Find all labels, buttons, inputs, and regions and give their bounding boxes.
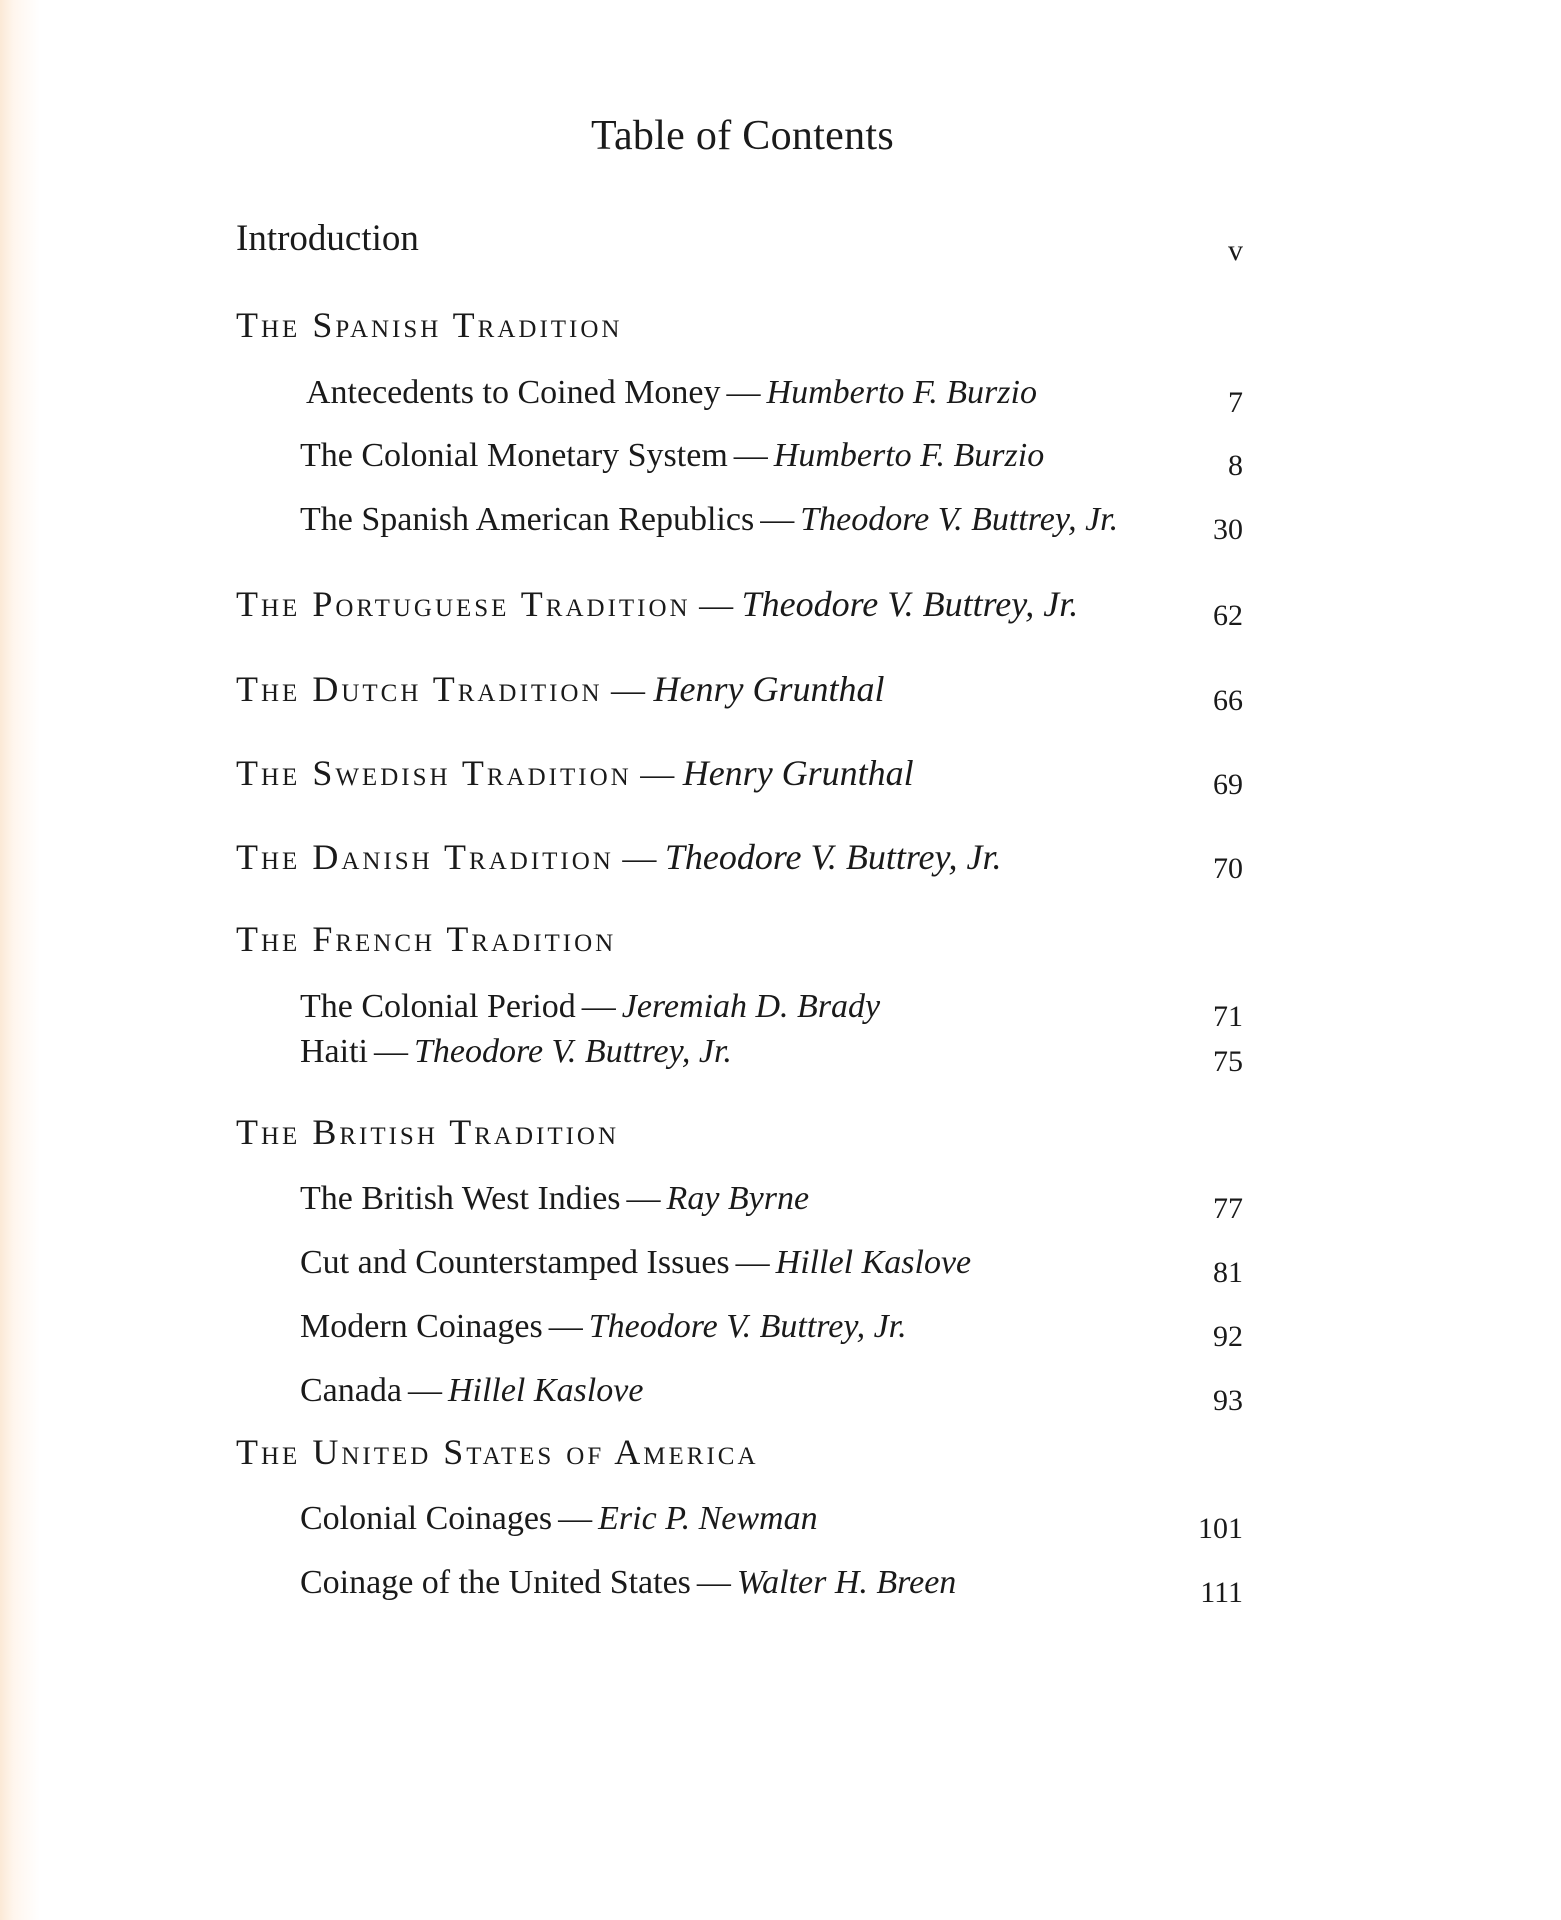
section-heading-dutch: The Dutch Tradition — Henry Grunthal 66 (236, 669, 1243, 717)
toc-entry: The British West Indies — Ray Byrne 77 (300, 1180, 1243, 1225)
section-title: The Portuguese Tradition (236, 584, 691, 624)
page-number: 81 (1213, 1256, 1243, 1289)
section-title: The Danish Tradition (236, 837, 614, 877)
entry-title: Colonial Coinages (300, 1500, 553, 1537)
page-number: 70 (1213, 852, 1243, 885)
toc-entry: The Colonial Period — Jeremiah D. Brady 71 (300, 988, 1243, 1033)
entry-author: Hillel Kaslove (775, 1244, 972, 1281)
page-number: 93 (1213, 1384, 1243, 1417)
toc-entry: Antecedents to Coined Money — Humberto F. Burzio 7 (306, 374, 1243, 419)
section-heading-swedish: The Swedish Tradition — Henry Grunthal 69 (236, 753, 1243, 801)
section-heading-british (0, 1103, 1561, 1153)
entry-author: Theodore V. Buttrey, Jr. (413, 1033, 732, 1070)
section-title: The British Tradition (236, 1112, 620, 1152)
entry-author: Henry Grunthal (682, 753, 914, 793)
entry-author: Henry Grunthal (653, 669, 885, 709)
entry-title: Modern Coinages (300, 1308, 543, 1345)
section-heading-french (0, 910, 1561, 960)
page-number: 77 (1213, 1192, 1243, 1225)
page-number: 8 (1228, 449, 1243, 482)
section-title: The Swedish Tradition (236, 753, 632, 793)
page-number: 101 (1198, 1512, 1243, 1545)
page-number: 62 (1213, 599, 1243, 632)
entry-author: Ray Byrne (666, 1180, 810, 1217)
entry-title: Coinage of the United States (300, 1564, 691, 1601)
section-heading-usa (0, 1423, 1561, 1473)
entry-author: Walter H. Breen (736, 1564, 957, 1601)
toc-entry: The Spanish American Republics — Theodore V. Buttrey, Jr. 30 (300, 501, 1243, 546)
page-number: 111 (1200, 1576, 1243, 1609)
section-heading-danish: The Danish Tradition — Theodore V. Buttrey, Jr. 70 (236, 837, 1243, 885)
entry-title: The British West Indies (300, 1180, 621, 1217)
entry-title: The Colonial Period (300, 988, 576, 1025)
entry-title: Antecedents to Coined Money (306, 374, 721, 411)
toc-entry: Haiti — Theodore V. Buttrey, Jr. 75 (300, 1033, 1243, 1078)
page-number: 71 (1213, 1000, 1243, 1033)
entry-title: The Colonial Monetary System (300, 437, 728, 474)
entry-author: Hillel Kaslove (447, 1372, 644, 1409)
entry-author: Theodore V. Buttrey, Jr. (588, 1308, 907, 1345)
toc-entry: Modern Coinages — Theodore V. Buttrey, Jr. 92 (300, 1308, 1243, 1353)
entry-author: Eric P. Newman (598, 1500, 818, 1537)
toc-entry: Cut and Counterstamped Issues — Hillel Kaslove 81 (300, 1244, 1243, 1289)
page-number: 30 (1213, 513, 1243, 546)
entry-title: Introduction (236, 218, 419, 259)
page-number: 92 (1213, 1320, 1243, 1353)
page-number: 66 (1213, 684, 1243, 717)
entry-author: Humberto F. Burzio (766, 374, 1037, 411)
entry-author: Theodore V. Buttrey, Jr. (800, 501, 1119, 538)
page-number: v (1228, 234, 1243, 267)
section-title: The United States of America (236, 1432, 759, 1472)
section-heading-spanish (0, 296, 1561, 346)
entry-title: The Spanish American Republics (300, 501, 755, 538)
entry-title: Cut and Counterstamped Issues (300, 1244, 730, 1281)
entry-author: Jeremiah D. Brady (621, 988, 881, 1025)
section-title: The Dutch Tradition (236, 669, 603, 709)
page-number: 75 (1213, 1045, 1243, 1078)
toc-entry: The Colonial Monetary System — Humberto F. Burzio 8 (300, 437, 1243, 482)
section-title: The French Tradition (236, 919, 617, 959)
toc-entry: Coinage of the United States — Walter H. Breen 111 (300, 1564, 1243, 1609)
entry-author: Theodore V. Buttrey, Jr. (741, 584, 1079, 624)
entry-title: Canada (300, 1372, 402, 1409)
entry-author: Humberto F. Burzio (773, 437, 1045, 474)
page-title: Table of Contents (590, 113, 895, 159)
toc-entry: Colonial Coinages — Eric P. Newman 101 (300, 1500, 1243, 1545)
section-title: The Spanish Tradition (236, 305, 623, 345)
toc-entry: Canada — Hillel Kaslove 93 (300, 1372, 1243, 1417)
page-number: 69 (1213, 768, 1243, 801)
page-number: 7 (1228, 386, 1243, 419)
section-heading-portuguese: The Portuguese Tradition — Theodore V. Buttrey, Jr. 62 (236, 584, 1243, 632)
toc-entry-introduction (0, 210, 1561, 267)
entry-author: Theodore V. Buttrey, Jr. (664, 837, 1002, 877)
entry-title: Haiti (300, 1033, 368, 1070)
